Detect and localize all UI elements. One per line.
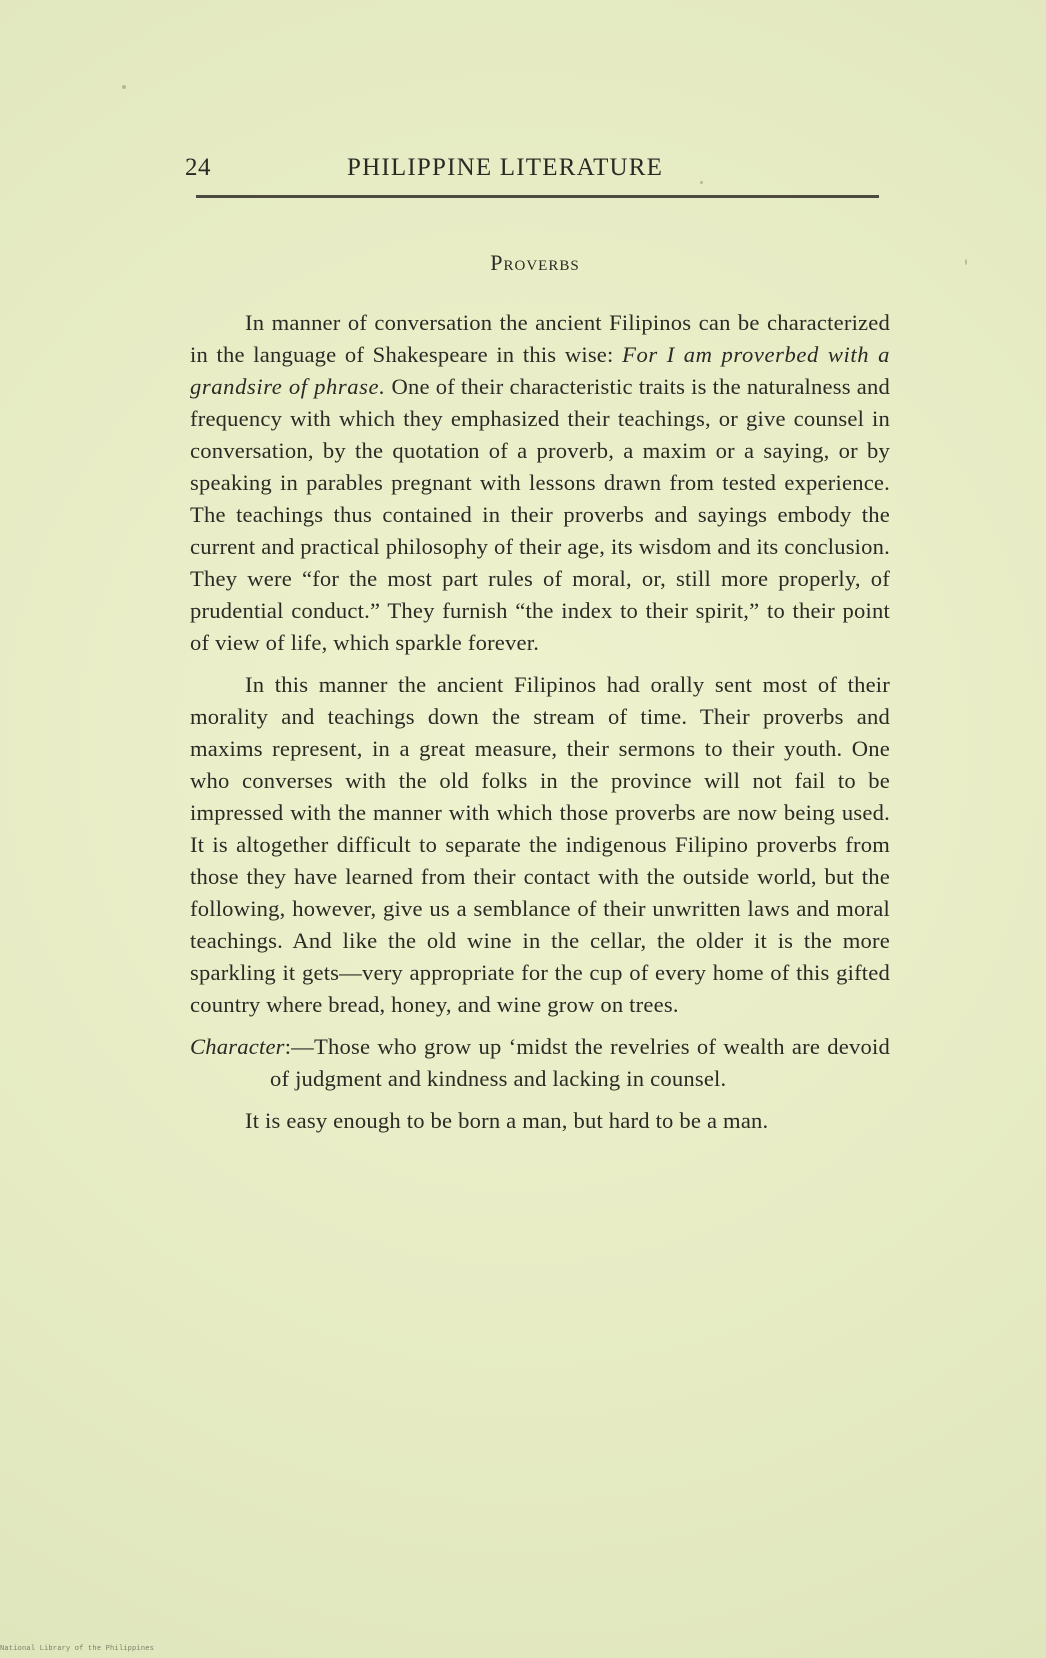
paragraph-2: In this manner the ancient Filipinos had orally sent most of their morality and teachings down the stream of time. Their proverbs and maxims represent, in a great measure, their sermons to their youth. One who converses with the old folks in the province will not fail to be impressed with the manner with which those proverbs are now being used. It is altogether difficult to separate the indigenous Filipino proverbs from those they have learned from their contact with the outside world, but the following, however, give us a semblance of their unwritten laws and moral teachings. And like the old wine in the cellar, the older it is the more sparkling it gets—very appropriate for the cup of every home of this gifted country where bread, honey, and wine grow on trees. bbox=[190, 672, 890, 1017]
page-number: 24 bbox=[185, 154, 211, 181]
proverb-text-1: Those who grow up ‘midst the revelries of wealth are devoid of judgment and kindness and lacking in counsel. bbox=[270, 1034, 890, 1091]
paragraph-1-text-a: In manner of conversation the ancient Filipinos can be characterized in the language of Shakespeare in this wise: bbox=[190, 310, 890, 367]
body-text bbox=[190, 307, 890, 1160]
running-title: PHILIPPINE LITERATURE bbox=[347, 154, 664, 181]
paragraph-1-text-b: One of their characteristic traits is the naturalness and frequency with which they emphasized their teachings, or give counsel in conversation, by the quotation of a proverb, a maxim or a saying, or by speaking in parables pregnant with lessons drawn from tested experience. The teachings thus contained in their proverbs and sayings embody the current and practical philosophy of their age, its wisdom and its conclusion. They were “for the most part rules of moral, or, still more properly, of prudential conduct.” They furnish “the index to their spirit,” to their point of view of life, which sparkle forever. bbox=[190, 374, 891, 655]
section-heading: Proverbs bbox=[490, 250, 580, 275]
paper-speck bbox=[122, 85, 126, 89]
running-head bbox=[185, 148, 875, 188]
paragraph-1 bbox=[190, 307, 890, 659]
proverb-entry-character bbox=[190, 1031, 890, 1095]
library-watermark: National Library of the Philippines bbox=[0, 1645, 155, 1653]
proverb-label-separator: :— bbox=[284, 1034, 314, 1059]
proverb-2: It is easy enough to be born a man, but hard to be a man. bbox=[245, 1108, 769, 1133]
shakespeare-quote: For I am proverbed with a grandsire of phrase. bbox=[190, 342, 891, 399]
header-rule bbox=[196, 195, 879, 198]
proverb-category-label: Character bbox=[190, 1034, 285, 1059]
